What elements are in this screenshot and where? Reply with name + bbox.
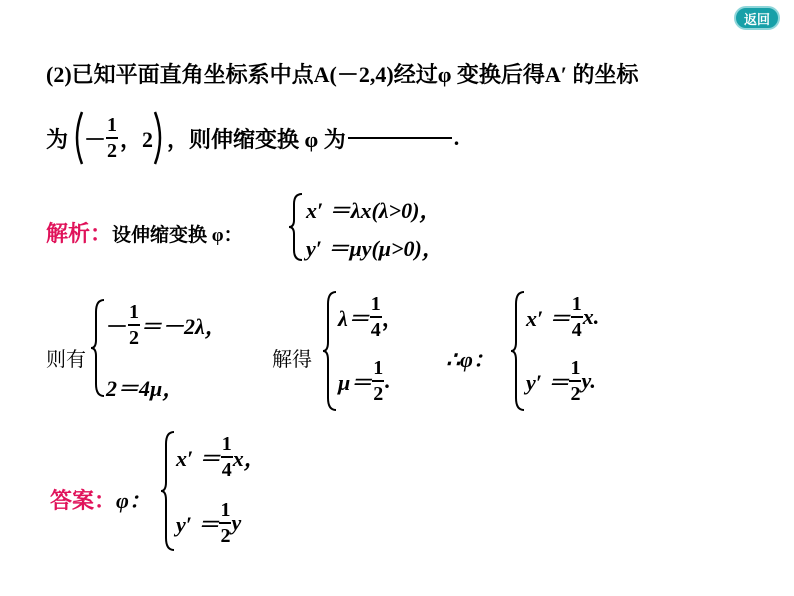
fraction — [370, 294, 382, 340]
answer-blank — [348, 137, 452, 139]
coord-sign: － — [84, 126, 107, 152]
question-prefix: 为 — [46, 126, 69, 152]
fraction-numerator: 1 — [372, 358, 384, 382]
analysis-intro: 设伸缩变换 φ： — [112, 225, 243, 246]
answer-line — [50, 484, 151, 515]
fraction-numerator: 1 — [106, 115, 118, 139]
therefore-label: ∴φ： — [446, 347, 495, 372]
answer-x-suffix: x， — [232, 445, 266, 471]
coord-fraction — [106, 115, 118, 161]
question-line-2 — [46, 110, 459, 166]
fraction — [372, 358, 384, 404]
right-paren-icon — [153, 110, 167, 166]
left-brace-icon — [90, 298, 106, 398]
left-paren-icon — [70, 110, 84, 166]
system1-line1 — [106, 302, 227, 348]
phi-y-prefix: y′ ＝ — [526, 369, 570, 395]
fraction-numerator: 1 — [370, 294, 382, 318]
question-period: . — [453, 125, 460, 150]
fraction-denominator: 2 — [373, 383, 384, 405]
left-brace-icon — [510, 290, 526, 412]
answer-y-line — [176, 500, 241, 546]
fraction-denominator: 4 — [571, 319, 582, 341]
fraction-numerator: 1 — [569, 358, 581, 382]
phi-x-line — [526, 294, 599, 340]
left-brace-icon — [288, 192, 304, 262]
lambda-prefix: λ＝ — [338, 305, 370, 331]
fraction-numerator: 1 — [221, 434, 233, 458]
fraction-denominator: 4 — [370, 319, 381, 341]
fraction — [571, 294, 583, 340]
phi-y-line — [526, 358, 596, 404]
fraction-denominator: 2 — [129, 327, 140, 349]
mu-suffix: . — [384, 368, 390, 393]
answer-y-prefix: y′ ＝ — [176, 511, 220, 537]
system1-line2: 2＝4μ， — [106, 376, 185, 401]
analysis-line — [46, 217, 243, 248]
analysis-eq1: x′ ＝λx(λ>0)， — [306, 198, 442, 223]
analysis-eq2: y′ ＝μy(μ>0)， — [306, 236, 444, 261]
fraction — [128, 302, 140, 348]
mu-line — [338, 358, 390, 404]
coord-rest: ，2 — [120, 126, 154, 152]
fraction — [569, 358, 581, 404]
question-line-1: (2)已知平面直角坐标系中点A(－2,4)经过φ 变换后得A′ 的坐标 — [46, 62, 639, 87]
sign: － — [106, 313, 129, 339]
fraction-numerator: 1 — [128, 302, 140, 326]
fraction — [221, 434, 233, 480]
fraction — [219, 500, 231, 546]
lambda-suffix: ， — [381, 305, 404, 331]
phi-x-prefix: x′ ＝ — [526, 305, 571, 331]
mu-prefix: μ＝ — [338, 369, 373, 395]
fraction-denominator: 4 — [221, 459, 232, 481]
fraction-denominator: 2 — [220, 525, 231, 547]
fraction-denominator: 2 — [570, 383, 581, 405]
fraction-numerator: 1 — [219, 500, 231, 524]
answer-y-suffix: y — [231, 510, 242, 535]
question-suffix: ，则伸缩变换 φ 为 — [167, 126, 346, 152]
back-button[interactable]: 返回 — [734, 6, 780, 30]
equation-rest: ＝－2λ， — [140, 313, 227, 339]
answer-x-prefix: x′ ＝ — [176, 445, 221, 471]
left-brace-icon — [322, 290, 338, 412]
jie-label: 解得 — [272, 349, 312, 371]
fraction-numerator: 1 — [571, 294, 583, 318]
answer-label: 答案： — [50, 488, 117, 513]
fraction-denominator: 2 — [107, 140, 118, 162]
analysis-label: 解析： — [46, 221, 113, 246]
lambda-line — [338, 294, 404, 340]
phi-x-suffix: x. — [582, 304, 600, 329]
phi-y-suffix: y. — [581, 368, 596, 393]
answer-x-line — [176, 434, 266, 480]
ze-label: 则有 — [46, 349, 86, 371]
answer-phi: φ： — [116, 488, 151, 513]
left-brace-icon — [160, 430, 176, 552]
